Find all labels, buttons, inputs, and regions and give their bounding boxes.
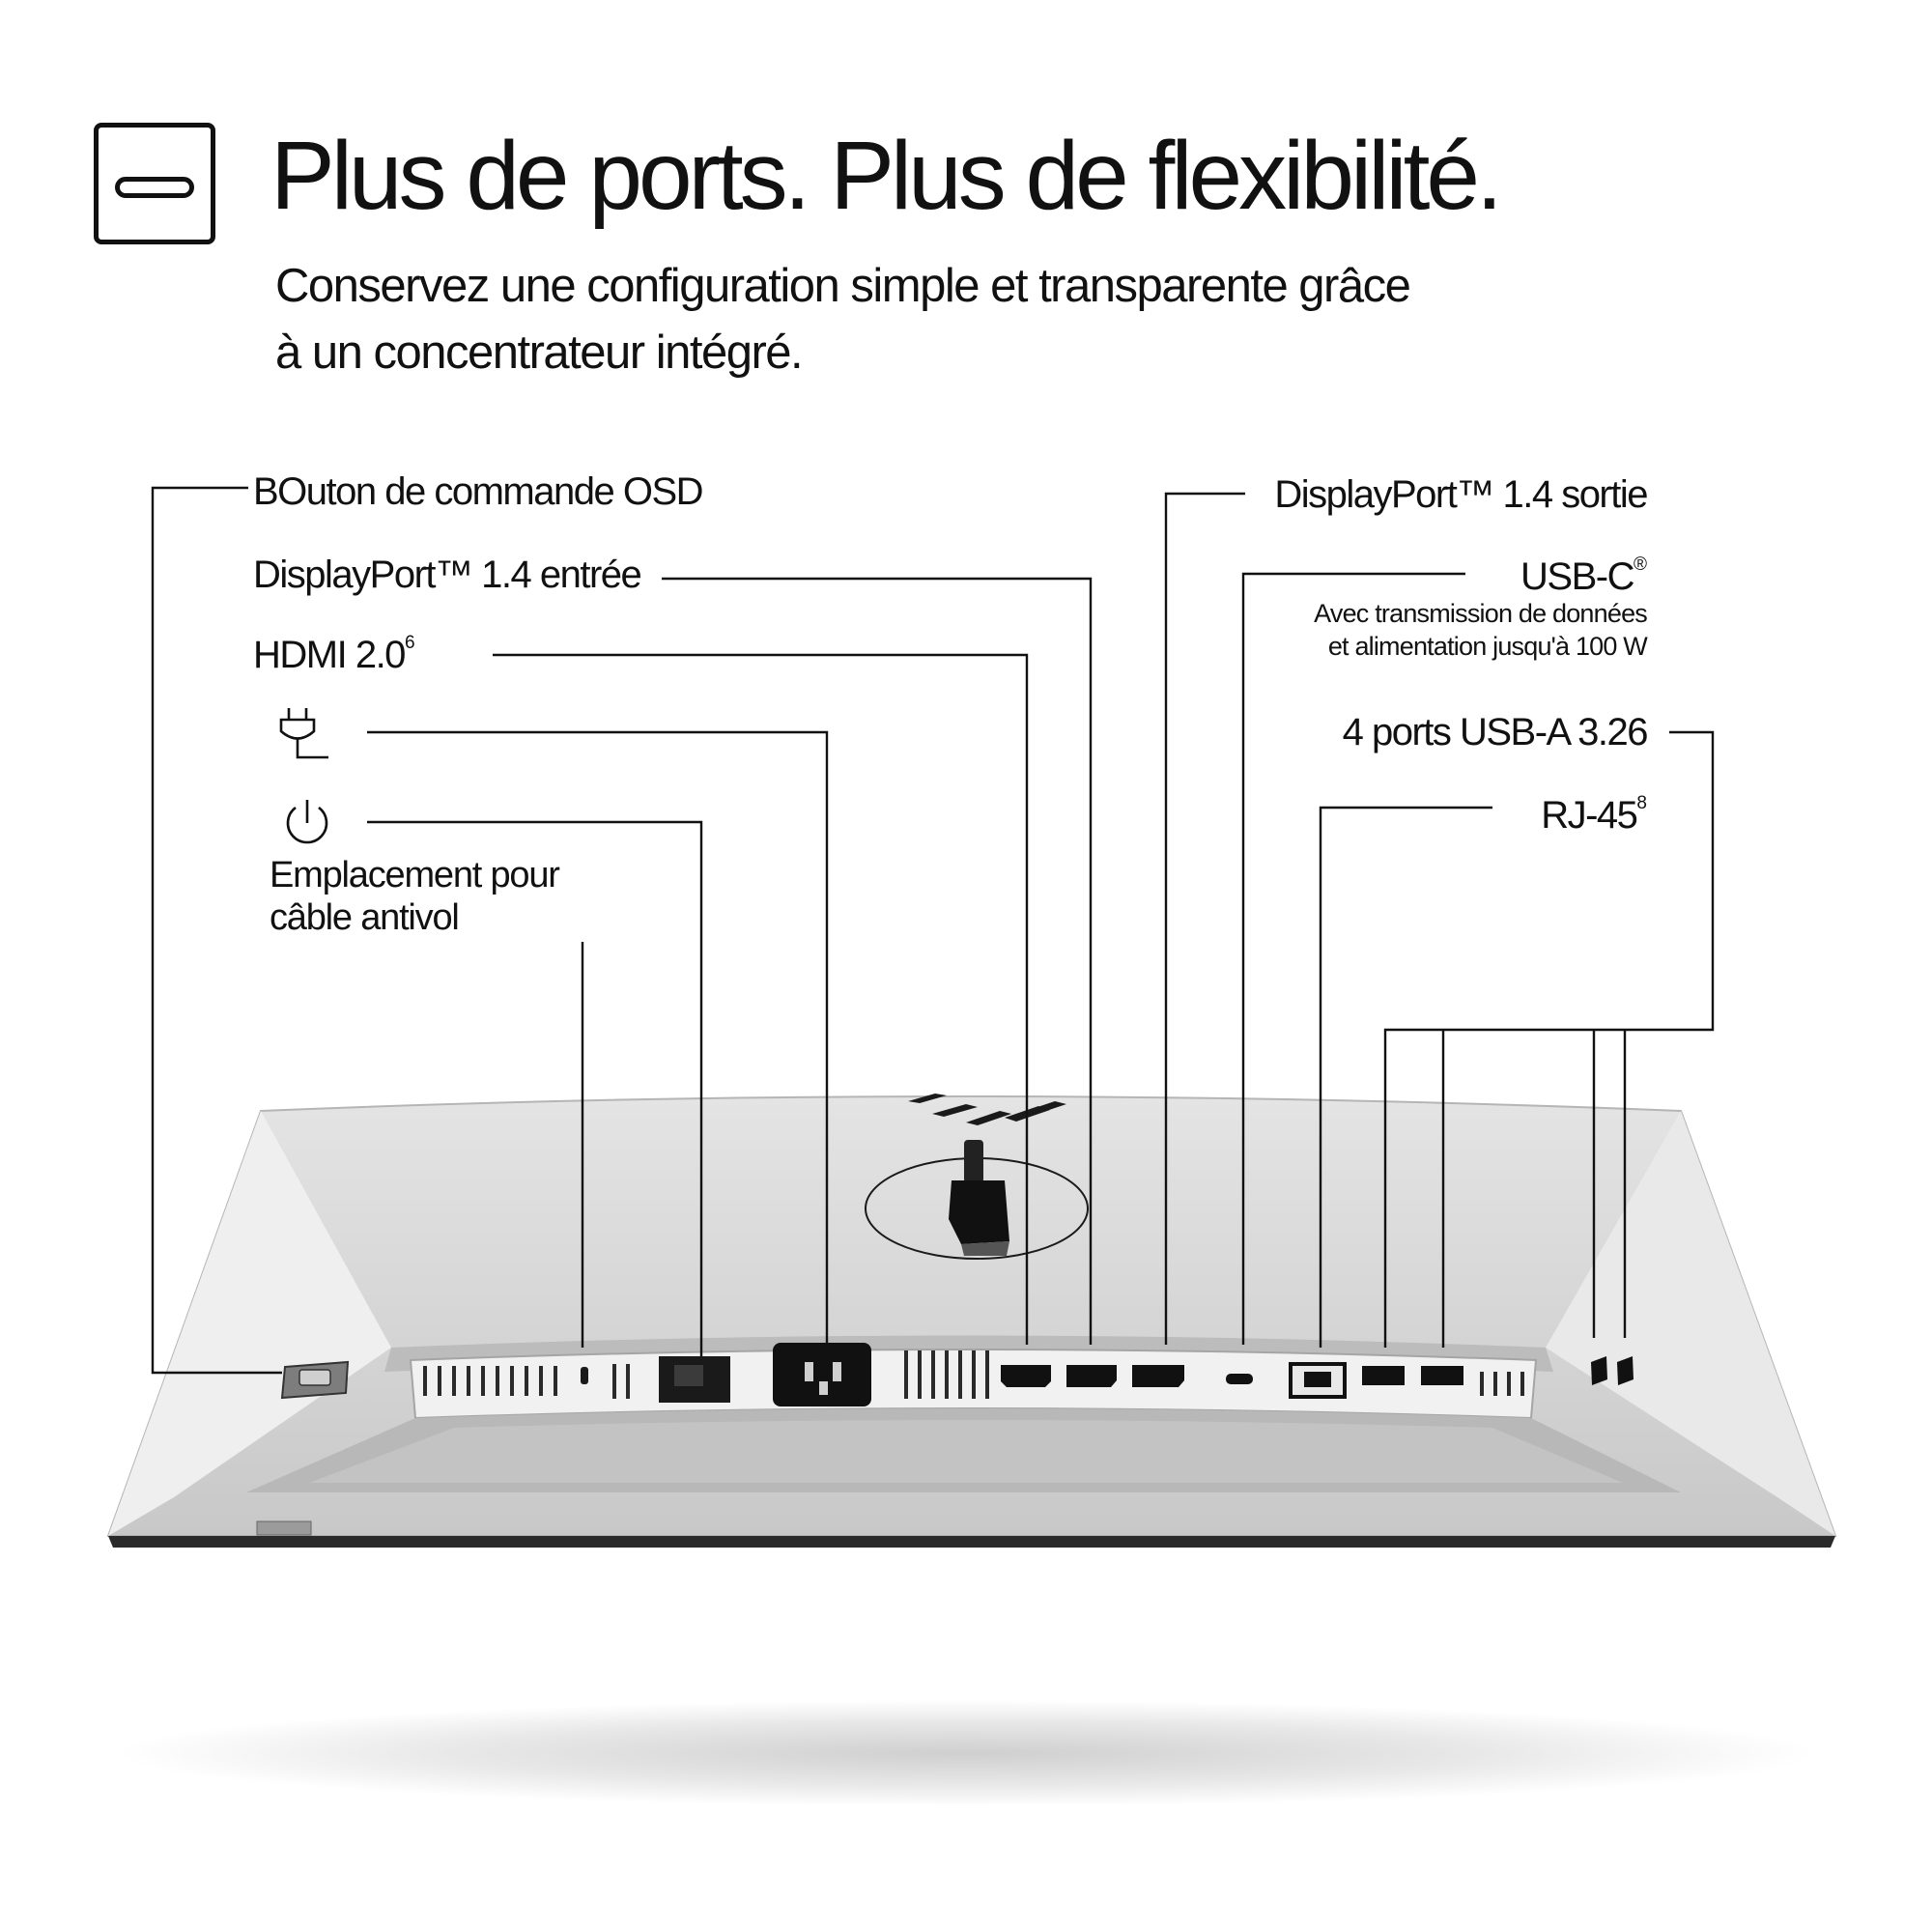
label-usb-a-text: 4 ports USB-A 3.2 [1342, 711, 1628, 753]
displayport-out-port [1132, 1365, 1184, 1387]
label-usb-a-footnote: 6 [1627, 711, 1647, 753]
bottom-bezel [108, 1536, 1835, 1548]
label-hdmi-text: HDMI 2.0 [253, 634, 405, 676]
label-usb-c [1520, 555, 1647, 596]
label-displayport-in: DisplayPort™ 1.4 entrée [253, 554, 641, 596]
label-osd-button: BOuton de commande OSD [253, 470, 703, 513]
vent-grille-middle [906, 1350, 987, 1399]
page-title: Plus de ports. Plus de flexibilité. [270, 122, 1499, 230]
subtitle-line-2: à un concentrateur intégré. [275, 327, 803, 379]
osd-joystick-button [282, 1362, 348, 1398]
label-security-lock [270, 854, 559, 939]
front-power-button [257, 1521, 311, 1535]
ac-power-inlet [773, 1343, 871, 1406]
label-hdmi [253, 634, 415, 674]
subtitle-line-1: Conservez une configuration simple et transparente grâce [275, 260, 1410, 312]
label-rj45-text: RJ-45 [1541, 794, 1637, 837]
hdmi-port [1001, 1365, 1051, 1387]
label-lock-line-1: Emplacement pour [270, 855, 559, 895]
stand-mount-post [964, 1140, 983, 1183]
usb-c-port [1226, 1374, 1253, 1384]
label-usb-c-text: USB-C [1520, 555, 1634, 598]
stand-mount-bracket [949, 1180, 1009, 1244]
power-plug-icon [281, 708, 328, 757]
usb-a-port-2 [1421, 1366, 1463, 1385]
usb-c-note-line-1: Avec transmission de données [1314, 599, 1647, 628]
lower-recess-inner [309, 1420, 1623, 1483]
label-usb-c-registered: ® [1634, 554, 1647, 575]
displayport-in-port [1066, 1365, 1117, 1387]
floor-shadow [116, 1700, 1816, 1806]
label-rj45 [1541, 794, 1647, 835]
security-lock-slot [581, 1367, 588, 1384]
label-hdmi-footnote: 6 [404, 633, 415, 653]
label-rj45-footnote: 8 [1636, 793, 1647, 813]
label-usb-a [1343, 713, 1647, 752]
label-displayport-out: DisplayPort™ 1.4 sortie [1274, 473, 1647, 516]
usb-a-port-1 [1362, 1366, 1405, 1385]
power-button-icon [288, 800, 327, 842]
usb-c-note-line-2: et alimentation jusqu'à 100 W [1327, 632, 1647, 661]
label-lock-line-2: câble antivol [270, 897, 459, 938]
label-usb-c-note [1314, 597, 1647, 663]
